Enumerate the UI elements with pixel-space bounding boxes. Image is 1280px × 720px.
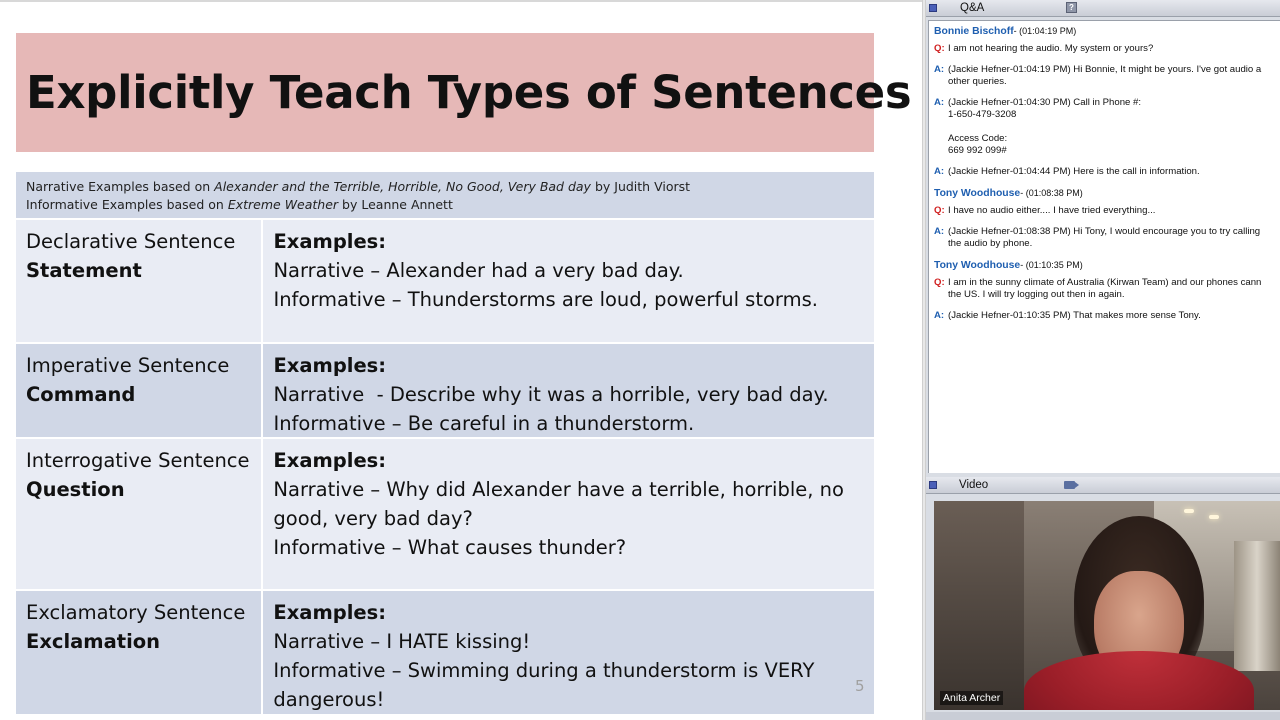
source-line-narrative [26, 178, 874, 196]
slide-title-bar [16, 33, 912, 152]
examples-cell [263, 220, 874, 342]
qa-answer [934, 226, 1280, 250]
answer-text: Access Code: [948, 133, 1008, 144]
source-narrative-book: Alexander and the Terrible, Horrible, No Good, Very Bad day [214, 179, 591, 194]
sentence-type-row [16, 220, 874, 342]
answer-text: 669 992 099# [948, 145, 1007, 156]
sentence-kind: Command [26, 383, 136, 406]
source-informative-book: Extreme Weather [227, 197, 339, 212]
asker-time: - (01:10:35 PM) [1020, 260, 1083, 270]
source-narrative-author: by Judith Viorst [594, 179, 691, 194]
examples-label: Examples: [273, 230, 387, 253]
panel-collapse-icon[interactable] [929, 4, 937, 12]
answer-text: the audio by phone. [948, 238, 1033, 249]
sentence-type-cell [16, 591, 261, 714]
slide-title: Explicitly Teach Types of Sentences [26, 66, 912, 119]
webcam-video [934, 501, 1280, 710]
source-informative-prefix: Informative Examples based on [26, 197, 224, 212]
narrative-example: Narrative – Alexander had a very bad day. [273, 259, 684, 282]
qa-answer [934, 166, 1280, 178]
sentence-type-name: Exclamatory Sentence [26, 601, 246, 624]
narrative-example: Narrative - Describe why it was a horrible, very bad day. [273, 383, 829, 406]
examples-label: Examples: [273, 601, 387, 624]
answer-mark-label: A: [934, 64, 945, 75]
slide-number: 5 [855, 677, 865, 695]
panel-collapse-icon[interactable] [929, 481, 937, 489]
answer-text: (Jackie Hefner-01:10:35 PM) That makes more sense Tony. [948, 310, 1201, 321]
asker-name: Tony Woodhouse [934, 188, 1021, 199]
help-icon[interactable]: ? [1066, 2, 1077, 13]
answer-text: other queries. [948, 76, 1007, 87]
question-text: I am in the sunny climate of Australia (Kirwan Team) and our phones cann [948, 277, 1262, 288]
source-line-informative [26, 196, 874, 214]
qa-message-list[interactable] [928, 20, 1280, 473]
asker-time: - (01:04:19 PM) [1013, 26, 1077, 36]
slide-sources [16, 172, 874, 218]
examples-label: Examples: [273, 449, 387, 472]
sentence-type-name: Declarative Sentence [26, 230, 236, 253]
sentence-type-row [16, 439, 874, 589]
side-panel [926, 0, 1280, 720]
asker-time: - (01:08:38 PM) [1020, 188, 1083, 198]
sentence-type-cell [16, 439, 261, 589]
narrative-example: Narrative – I HATE kissing! [273, 630, 531, 653]
examples-cell [263, 439, 874, 589]
informative-example: Informative – Thunderstorms are loud, powerful storms. [273, 288, 818, 311]
qa-question [934, 43, 1280, 55]
answer-text: (Jackie Hefner-01:08:38 PM) Hi Tony, I would encourage you to try calling [948, 226, 1261, 237]
video-panel-title: Video [959, 479, 989, 491]
sentence-type-row [16, 344, 874, 437]
answer-mark-label: A: [934, 97, 945, 108]
qa-answer [934, 97, 1280, 157]
qa-answer [934, 310, 1280, 322]
informative-example: Informative – Be careful in a thunderstorm. [273, 412, 695, 435]
sentence-kind: Exclamation [26, 630, 161, 653]
qa-asker [934, 25, 1280, 38]
source-informative-author: by Leanne Annett [342, 197, 453, 212]
sentence-type-cell [16, 344, 261, 437]
qa-asker [934, 187, 1280, 200]
sentence-type-row [16, 591, 874, 714]
sentence-kind: Statement [26, 259, 142, 282]
qa-question [934, 277, 1280, 301]
sentence-kind: Question [26, 478, 125, 501]
question-mark-label: Q: [934, 277, 945, 288]
panel-footer [926, 712, 1280, 720]
answer-text: (Jackie Hefner-01:04:44 PM) Here is the call in information. [948, 166, 1200, 177]
answer-text: (Jackie Hefner-01:04:19 PM) Hi Bonnie, It might be yours. I've got audio a [948, 64, 1262, 75]
qa-asker [934, 259, 1280, 272]
narrative-example: Narrative – Why did Alexander have a terrible, horrible, no good, very bad day? [273, 478, 844, 530]
informative-example: Informative – Swimming during a thunderstorm is VERY dangerous! [273, 659, 815, 711]
examples-label: Examples: [273, 354, 387, 377]
sentence-type-name: Imperative Sentence [26, 354, 230, 377]
answer-text: (Jackie Hefner-01:04:30 PM) Call in Phone #: [948, 97, 1142, 108]
question-text: I have no audio either.... I have tried everything... [948, 205, 1156, 216]
examples-cell [263, 591, 874, 714]
camera-icon[interactable] [1064, 481, 1075, 489]
sentence-type-name: Interrogative Sentence [26, 449, 250, 472]
answer-mark-label: A: [934, 310, 945, 321]
qa-panel-title: Q&A [960, 2, 985, 14]
source-narrative-prefix: Narrative Examples based on [26, 179, 211, 194]
presenter-name-label: Anita Archer [940, 691, 1003, 705]
examples-cell [263, 344, 874, 437]
question-text: the US. I will try logging out then in again. [948, 289, 1125, 300]
sentence-type-cell [16, 220, 261, 342]
qa-question [934, 205, 1280, 217]
question-mark-label: Q: [934, 43, 945, 54]
answer-mark-label: A: [934, 166, 945, 177]
answer-mark-label: A: [934, 226, 945, 237]
video-panel-header[interactable] [926, 477, 1280, 494]
asker-name: Bonnie Bischoff [934, 26, 1014, 37]
qa-answer [934, 64, 1280, 88]
informative-example: Informative – What causes thunder? [273, 536, 627, 559]
question-text: I am not hearing the audio. My system or yours? [948, 43, 1154, 54]
question-mark-label: Q: [934, 205, 945, 216]
qa-panel-header[interactable] [926, 0, 1280, 17]
asker-name: Tony Woodhouse [934, 260, 1021, 271]
answer-text: 1-650-479-3208 [948, 109, 1017, 120]
